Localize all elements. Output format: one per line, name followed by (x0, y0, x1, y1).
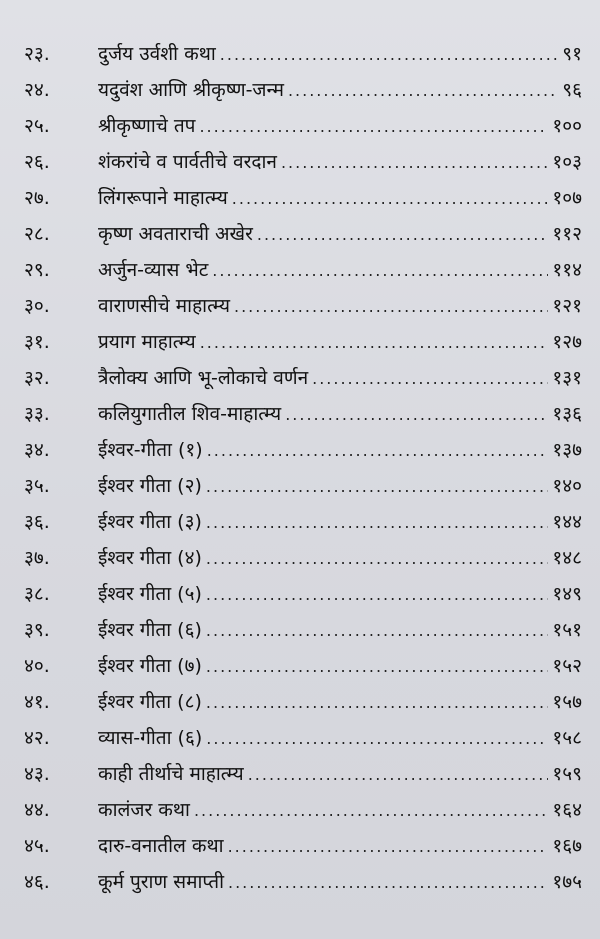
toc-entry (0, 432, 600, 468)
chapter-title: कालंजर कथा (98, 799, 190, 821)
chapter-number: ३७. (24, 547, 50, 569)
toc-line (98, 798, 582, 823)
dot-leader (206, 547, 548, 571)
chapter-number: ३६. (24, 511, 50, 533)
chapter-title: शंकरांचे व पार्वतीचे वरदान (98, 151, 277, 173)
dot-leader (228, 835, 549, 859)
dot-leader (199, 115, 548, 139)
chapter-title: कृष्ण अवताराची अखेर (98, 223, 253, 245)
toc-entry (0, 36, 600, 72)
chapter-number: ३०. (24, 295, 50, 317)
page-number: १२७ (552, 331, 582, 353)
toc-line (98, 510, 582, 535)
toc-entry (0, 360, 600, 396)
chapter-title: ईश्वर गीता (३) (98, 511, 202, 533)
dot-leader (194, 799, 548, 823)
page-number: १३७ (552, 439, 582, 461)
toc-line (98, 114, 582, 139)
chapter-number: ३५. (24, 475, 50, 497)
toc-entry (0, 720, 600, 756)
chapter-number: २३. (24, 43, 50, 65)
chapter-number: ४०. (24, 655, 50, 677)
page-number: १३६ (552, 403, 582, 425)
toc-entry (0, 576, 600, 612)
chapter-number: ४३. (24, 763, 50, 785)
chapter-number: ३२. (24, 367, 50, 389)
chapter-title: दारु-वनातील कथा (98, 835, 224, 857)
toc-line (98, 474, 582, 499)
toc-line (98, 438, 582, 463)
chapter-title: ईश्वर गीता (४) (98, 547, 202, 569)
toc-entry (0, 828, 600, 864)
chapter-number: २७. (24, 187, 50, 209)
page-number: १०३ (552, 151, 582, 173)
chapter-title: अर्जुन-व्यास भेट (98, 259, 209, 281)
dot-leader (285, 403, 548, 427)
page-number: ९१ (562, 43, 582, 65)
toc-entry (0, 792, 600, 828)
toc-line (98, 78, 582, 103)
chapter-number: ३१. (24, 331, 50, 353)
page-number: १६७ (552, 835, 582, 857)
toc-entry (0, 396, 600, 432)
chapter-number: २५. (24, 115, 50, 137)
toc-entry (0, 288, 600, 324)
toc-entry (0, 72, 600, 108)
chapter-title: लिंगरूपाने माहात्म्य (98, 187, 228, 209)
toc-entry (0, 324, 600, 360)
chapter-title: ईश्वर गीता (७) (98, 655, 202, 677)
dot-leader (206, 475, 548, 499)
chapter-title: दुर्जय उर्वशी कथा (98, 43, 216, 65)
toc-entry (0, 648, 600, 684)
chapter-number: २४. (24, 79, 50, 101)
toc-entry (0, 612, 600, 648)
toc-entry (0, 108, 600, 144)
dot-leader (207, 439, 549, 463)
chapter-title: ईश्वर गीता (२) (98, 475, 202, 497)
page-number: १६४ (552, 799, 582, 821)
dot-leader (281, 151, 548, 175)
page-number: ९६ (562, 79, 582, 101)
toc-line (98, 42, 582, 67)
page-number: १२१ (552, 295, 582, 317)
chapter-number: ४४. (24, 799, 50, 821)
toc-line (98, 582, 582, 607)
dot-leader (200, 331, 549, 355)
toc-line (98, 186, 582, 211)
table-of-contents (0, 36, 600, 900)
dot-leader (206, 655, 548, 679)
page-number: १५७ (552, 691, 582, 713)
toc-entry (0, 504, 600, 540)
page-number: १०० (552, 115, 582, 137)
page-number: १५१ (552, 619, 582, 641)
chapter-number: २९. (24, 259, 50, 281)
toc-line (98, 366, 582, 391)
toc-entry (0, 252, 600, 288)
toc-entry (0, 144, 600, 180)
chapter-title: व्यास-गीता (६) (98, 727, 203, 749)
toc-entry (0, 684, 600, 720)
dot-leader (234, 295, 548, 319)
chapter-number: ४१. (24, 691, 50, 713)
chapter-title: प्रयाग माहात्म्य (98, 331, 196, 353)
toc-line (98, 654, 582, 679)
dot-leader (212, 259, 548, 283)
toc-line (98, 726, 582, 751)
dot-leader (312, 367, 548, 391)
dot-leader (220, 43, 558, 67)
chapter-number: २६. (24, 151, 50, 173)
dot-leader (257, 223, 548, 247)
toc-line (98, 294, 582, 319)
page-number: १४८ (552, 547, 582, 569)
dot-leader (206, 691, 548, 715)
dot-leader (206, 619, 548, 643)
chapter-title: काही तीर्थाचे माहात्म्य (98, 763, 244, 785)
page-number: १३१ (552, 367, 582, 389)
toc-line (98, 618, 582, 643)
chapter-number: २८. (24, 223, 50, 245)
dot-leader (288, 79, 558, 103)
chapter-title: त्रैलोक्य आणि भू-लोकाचे वर्णन (98, 367, 309, 389)
dot-leader (232, 187, 549, 211)
toc-line (98, 150, 582, 175)
page-number: १०७ (552, 187, 582, 209)
dot-leader (206, 511, 548, 535)
chapter-title: कलियुगातील शिव-माहात्म्य (98, 403, 282, 425)
chapter-title: श्रीकृष्णाचे तप (98, 115, 196, 137)
toc-line (98, 258, 582, 283)
page-number: १५२ (552, 655, 582, 677)
page-number: १५९ (552, 763, 582, 785)
chapter-number: ३३. (24, 403, 50, 425)
dot-leader (206, 727, 548, 751)
toc-entry (0, 756, 600, 792)
toc-line (98, 402, 582, 427)
page-number: १७५ (552, 871, 582, 893)
chapter-number: ३९. (24, 619, 50, 641)
chapter-title: ईश्वर गीता (८) (98, 691, 202, 713)
toc-line (98, 546, 582, 571)
page-number: १४४ (552, 511, 582, 533)
chapter-number: ३४. (24, 439, 50, 461)
toc-line (98, 690, 582, 715)
chapter-title: ईश्वर गीता (६) (98, 619, 202, 641)
page-number: १४९ (552, 583, 582, 605)
dot-leader (228, 871, 548, 895)
page-number: ११४ (552, 259, 582, 281)
page-number: ११२ (552, 223, 582, 245)
chapter-title: वाराणसीचे माहात्म्य (98, 295, 230, 317)
chapter-title: यदुवंश आणि श्रीकृष्ण-जन्म (98, 79, 284, 101)
chapter-title: ईश्वर गीता (५) (98, 583, 202, 605)
page-number: १४० (552, 475, 582, 497)
page-number: १५८ (552, 727, 582, 749)
toc-entry (0, 864, 600, 900)
chapter-number: ४२. (24, 727, 50, 749)
chapter-title: ईश्वर-गीता (१) (98, 439, 203, 461)
chapter-number: ३८. (24, 583, 50, 605)
chapter-number: ४६. (24, 871, 50, 893)
toc-entry (0, 216, 600, 252)
chapter-number: ४५. (24, 835, 50, 857)
chapter-title: कूर्म पुराण समाप्ती (98, 871, 224, 893)
dot-leader (206, 583, 548, 607)
toc-line (98, 762, 582, 787)
dot-leader (248, 763, 549, 787)
toc-line (98, 834, 582, 859)
toc-line (98, 222, 582, 247)
toc-entry (0, 468, 600, 504)
toc-entry (0, 540, 600, 576)
toc-line (98, 330, 582, 355)
toc-entry (0, 180, 600, 216)
toc-line (98, 870, 582, 895)
